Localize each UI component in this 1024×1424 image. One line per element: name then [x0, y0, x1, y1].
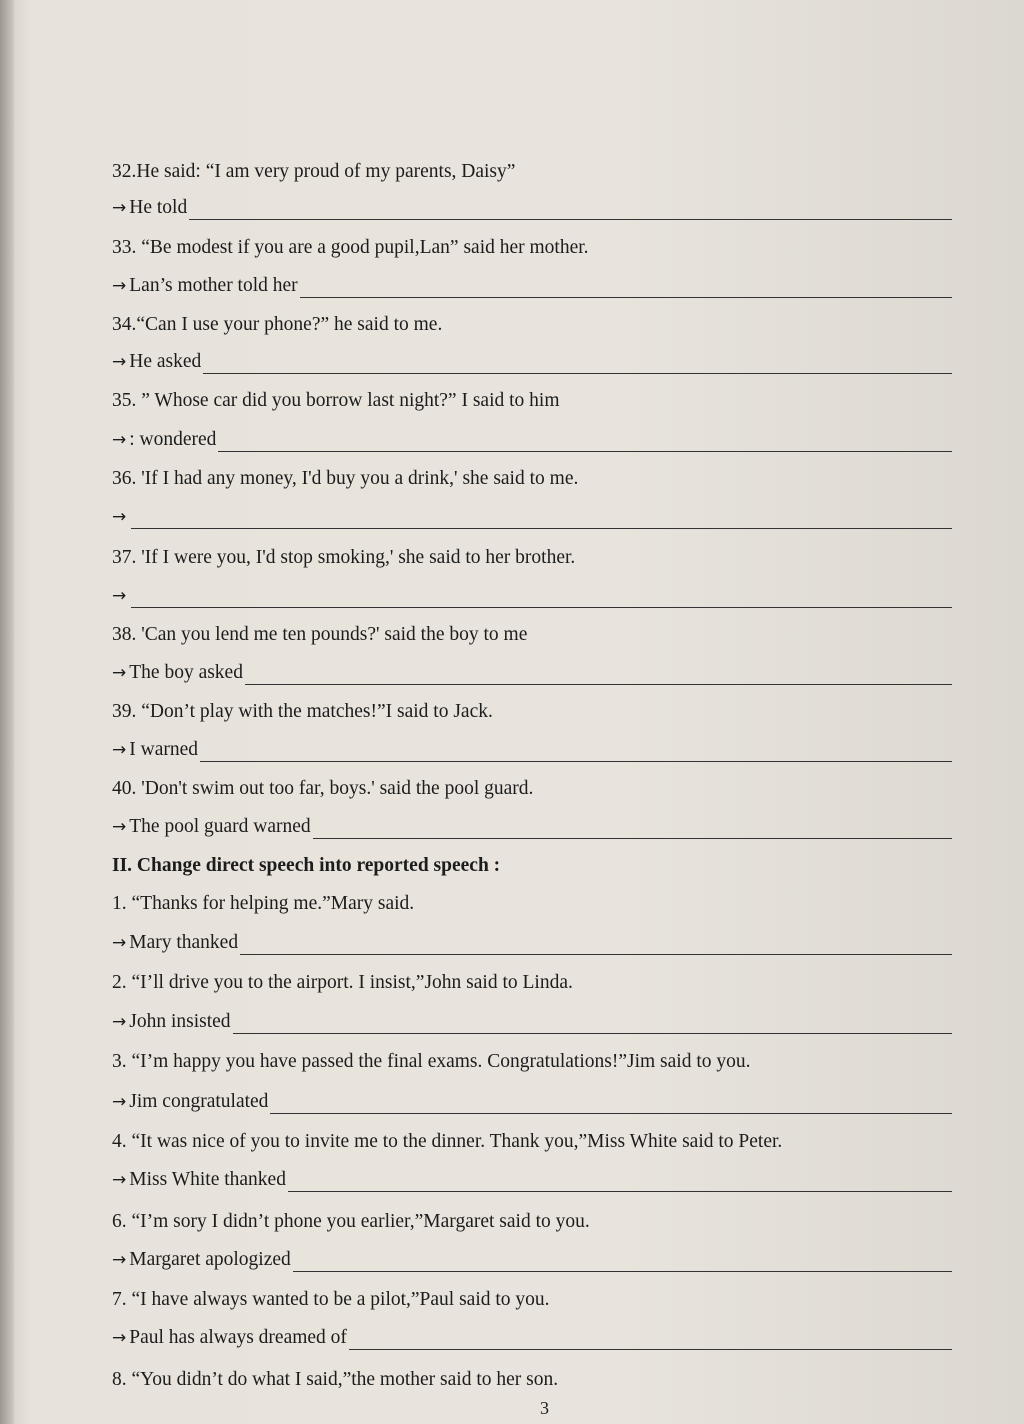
- answer-35: [112, 428, 952, 452]
- arrow-icon: →: [112, 1012, 127, 1032]
- arrow-icon: →: [112, 740, 127, 760]
- answer-34: [112, 350, 952, 374]
- answer-33: [112, 274, 952, 298]
- question-40: 40. 'Don't swim out too far, boys.' said the pool guard.: [112, 778, 534, 799]
- answer-blank[interactable]: [240, 936, 952, 955]
- arrow-icon: →: [112, 1250, 127, 1270]
- answer-blank[interactable]: [131, 589, 952, 608]
- question-33: 33. “Be modest if you are a good pupil,Lan” said her mother.: [112, 237, 589, 258]
- question-39: 39. “Don’t play with the matches!”I said to Jack.: [112, 701, 493, 722]
- arrow-icon: →: [112, 507, 127, 527]
- answer-prompt: Jim congratulated: [129, 1091, 269, 1112]
- answer-prompt: He told: [129, 197, 188, 218]
- answer-blank[interactable]: [200, 743, 952, 762]
- answer-32: [112, 196, 952, 220]
- section-question-7: 7. “I have always wanted to be a pilot,”Paul said to you.: [112, 1289, 550, 1310]
- question-36: 36. 'If I had any money, I'd buy you a drink,' she said to me.: [112, 468, 579, 489]
- arrow-icon: →: [112, 198, 127, 218]
- question-35: 35. ” Whose car did you borrow last night?” I said to him: [112, 390, 560, 411]
- answer-blank[interactable]: [288, 1173, 952, 1192]
- page-number: 3: [540, 1398, 549, 1418]
- answer-prompt: The boy asked: [129, 662, 243, 683]
- answer-prompt: Miss White thanked: [129, 1169, 286, 1190]
- answer-prompt: Lan’s mother told her: [129, 275, 298, 296]
- answer-37: [112, 584, 952, 608]
- section-question-8: 8. “You didn’t do what I said,”the mother said to her son.: [112, 1369, 559, 1390]
- arrow-icon: →: [112, 430, 127, 450]
- section-question-2: 2. “I’ll drive you to the airport. I insist,”John said to Linda.: [112, 972, 573, 993]
- question-34: 34.“Can I use your phone?” he said to me.: [112, 314, 443, 335]
- section-answer-7: [112, 1326, 952, 1350]
- arrow-icon: →: [112, 1328, 127, 1348]
- answer-prompt: Margaret apologized: [129, 1249, 291, 1270]
- arrow-icon: →: [112, 276, 127, 296]
- answer-38: [112, 661, 952, 685]
- answer-blank[interactable]: [233, 1015, 952, 1034]
- answer-prompt: John insisted: [129, 1011, 231, 1032]
- answer-blank[interactable]: [189, 201, 952, 220]
- section-question-6: 6. “I’m sory I didn’t phone you earlier,”Margaret said to you.: [112, 1211, 590, 1232]
- question-38: 38. 'Can you lend me ten pounds?' said the boy to me: [112, 624, 528, 645]
- answer-blank[interactable]: [203, 355, 952, 374]
- answer-blank[interactable]: [131, 510, 952, 529]
- section-question-1: 1. “Thanks for helping me.”Mary said.: [112, 893, 415, 914]
- arrow-icon: →: [112, 663, 127, 683]
- section-answer-2: [112, 1010, 952, 1034]
- section-answer-6: [112, 1248, 952, 1272]
- section-question-3: 3. “I’m happy you have passed the final exams. Congratulations!”Jim said to you.: [112, 1051, 751, 1072]
- answer-prompt: The pool guard warned: [129, 816, 311, 837]
- answer-prompt: Paul has always dreamed of: [129, 1327, 347, 1348]
- answer-prompt: : wondered: [129, 429, 217, 450]
- section-answer-1: [112, 931, 952, 955]
- arrow-icon: →: [112, 1170, 127, 1190]
- question-37: 37. 'If I were you, I'd stop smoking,' she said to her brother.: [112, 547, 576, 568]
- answer-prompt: Mary thanked: [129, 932, 239, 953]
- answer-40: [112, 815, 952, 839]
- answer-prompt: He asked: [129, 351, 202, 372]
- answer-blank[interactable]: [300, 279, 952, 298]
- answer-blank[interactable]: [293, 1253, 952, 1272]
- arrow-icon: →: [112, 352, 127, 372]
- answer-blank[interactable]: [245, 666, 952, 685]
- section-question-4: 4. “It was nice of you to invite me to the dinner. Thank you,”Miss White said to Peter.: [112, 1131, 783, 1152]
- answer-blank[interactable]: [349, 1331, 952, 1350]
- answer-36: [112, 505, 952, 529]
- section-answer-3: [112, 1090, 952, 1114]
- arrow-icon: →: [112, 933, 127, 953]
- arrow-icon: →: [112, 817, 127, 837]
- answer-blank[interactable]: [313, 820, 952, 839]
- arrow-icon: →: [112, 1092, 127, 1112]
- answer-prompt: I warned: [129, 739, 199, 760]
- arrow-icon: →: [112, 586, 127, 606]
- question-32: 32.He said: “I am very proud of my parents, Daisy”: [112, 161, 516, 182]
- section-heading: II. Change direct speech into reported speech :: [112, 855, 501, 876]
- answer-blank[interactable]: [270, 1095, 952, 1114]
- page-edge-shadow: [0, 0, 14, 1424]
- answer-39: [112, 738, 952, 762]
- answer-blank[interactable]: [218, 433, 952, 452]
- section-answer-4: [112, 1168, 952, 1192]
